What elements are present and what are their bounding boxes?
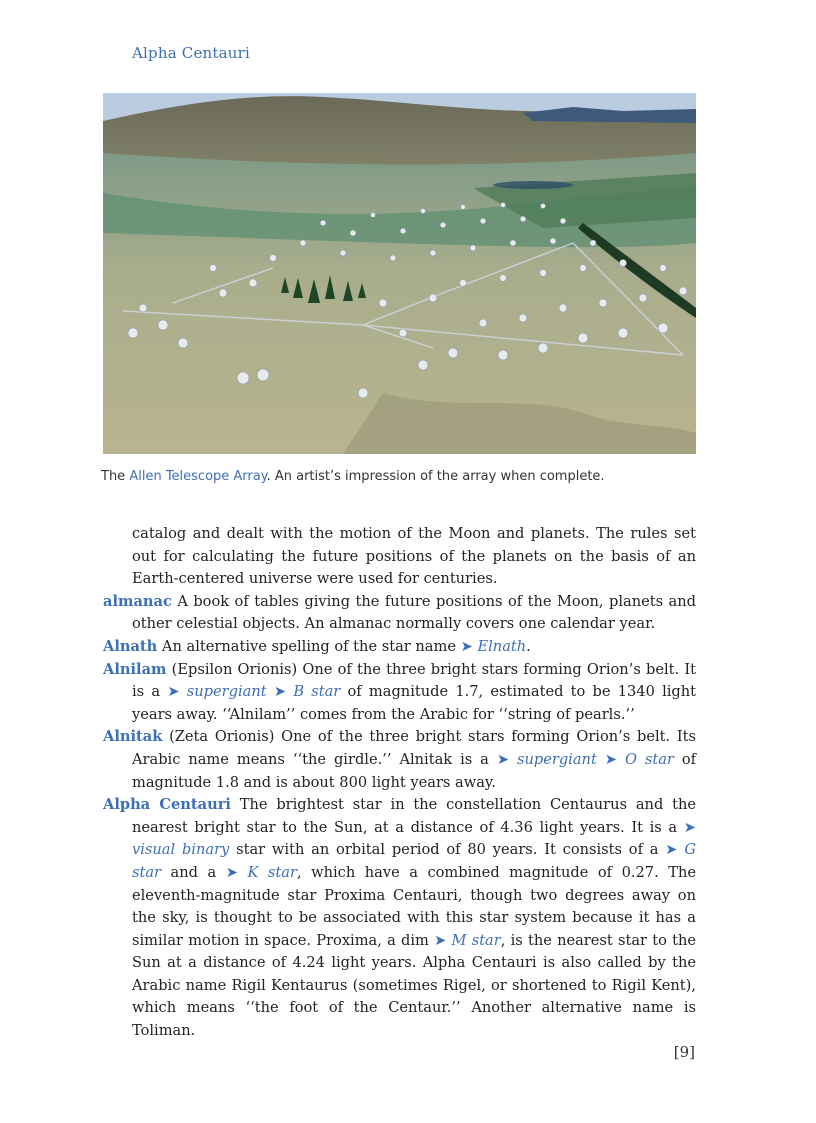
- cross-ref-link[interactable]: G star: [132, 841, 697, 881]
- figure-caption: The Allen Telescope Array. An artist’s impression of the array when complete.: [101, 469, 605, 484]
- headword: Alnilam: [103, 660, 167, 678]
- cross-ref-link[interactable]: M star: [451, 931, 501, 949]
- headword: Alnitak: [103, 728, 163, 746]
- cross-ref-arrow-icon: ➤: [496, 750, 510, 768]
- entry-alpha-centauri: Alpha Centauri The brightest star in the constellation Centaurus and the nearest bright star to the Sun, at a distance of 4.36 light years. It is a ➤ visual binary star with an orbital period of 80 years. It consists of a ➤ G star and a ➤ K star, which have a combined magnitude of 0.27. The eleventh-magnitude star Proxima Centauri, though two degrees away on the sky, is thought to be associated with this star system because it has a similar motion in space. Proxima, a dim ➤ M star, is the nearest star to the Sun at a distance of 4.24 light years. Alpha Centauri is also called by the Arabic name Rigil Kentaurus (sometimes Rigel, or shortened to Rigil Kent), which means ‘‘the foot of the Centaur.’’ Another alternative name is Toliman.: [103, 796, 697, 1040]
- headword: Alpha Centauri: [103, 796, 231, 814]
- running-head: Alpha Centauri: [132, 44, 251, 62]
- cross-ref-link[interactable]: supergiant: [186, 683, 267, 701]
- cross-ref-arrow-icon: ➤: [434, 931, 447, 949]
- cross-ref-arrow-icon: ➤: [604, 750, 618, 768]
- cross-ref-arrow-icon: ➤: [273, 683, 287, 701]
- page-number: [9]: [673, 1043, 695, 1061]
- entry-alnath: Alnath An alternative spelling of the star name ➤ Elnath.: [103, 637, 531, 655]
- caption-link[interactable]: Allen Telescope Array: [129, 469, 267, 484]
- headword: almanac: [103, 592, 172, 610]
- entry-alnilam: Alnilam (Epsilon Orionis) One of the three bright stars forming Orion’s belt. It is a ➤ supergiant ➤ B star of magnitude 1.7, estimated to be 1340 light years away. ‘‘Alnilam’’ comes from the Arabic for ‘‘string of pearls.’’: [103, 660, 697, 723]
- cross-ref-link[interactable]: visual binary: [132, 841, 230, 859]
- headword: Alnath: [103, 637, 158, 655]
- cross-ref-link[interactable]: supergiant: [517, 750, 597, 768]
- cross-ref-arrow-icon: ➤: [683, 818, 696, 836]
- cross-ref-link[interactable]: B star: [293, 683, 341, 701]
- entry-almanac: almanac A book of tables giving the future positions of the Moon, planets and other celestial objects. An almanac normally covers one calendar year.: [103, 592, 696, 633]
- entry-alnitak: Alnitak (Zeta Orionis) One of the three bright stars forming Orion’s belt. Its Arabic name means ‘‘the girdle.’’ Alnitak is a ➤ supergiant ➤ O star of magnitude 1.8 and is about 800 light years away.: [103, 728, 697, 791]
- cross-ref-arrow-icon: ➤: [460, 637, 473, 655]
- cross-ref-arrow-icon: ➤: [225, 863, 238, 881]
- cross-ref-link[interactable]: Elnath: [477, 637, 527, 655]
- cross-ref-link[interactable]: O star: [624, 750, 674, 768]
- cross-ref-arrow-icon: ➤: [167, 683, 180, 701]
- dictionary-body: [103, 523, 696, 1043]
- telescope-array-illustration: [103, 93, 696, 454]
- cross-ref-link[interactable]: K star: [247, 863, 297, 881]
- telescope-array-figure: [103, 93, 696, 454]
- cross-ref-arrow-icon: ➤: [665, 841, 678, 859]
- continuation-text: catalog and dealt with the motion of the Moon and planets. The rules set out for calculating the future positions of the planets on the basis of an Earth-centered universe were used for centuries.: [132, 525, 696, 588]
